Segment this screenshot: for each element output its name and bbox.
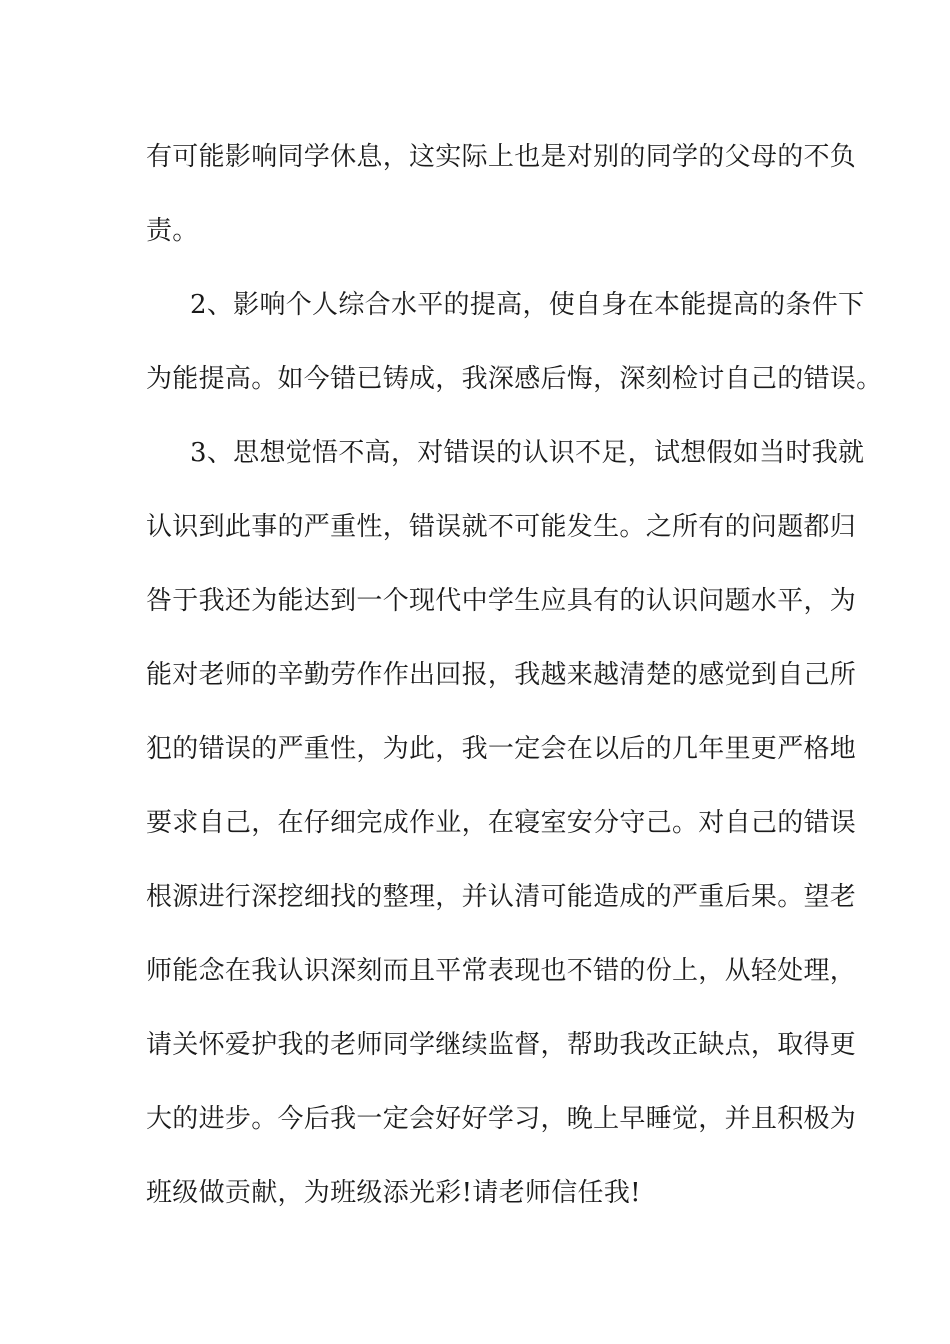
body-text-line: 2、影响个人综合水平的提高，使自身在本能提高的条件下 (190, 290, 865, 320)
body-text-line: 3、思想觉悟不高，对错误的认识不足，试想假如当时我就 (190, 438, 865, 468)
body-text-line: 为能提高。如今错已铸成，我深感后悔，深刻检讨自己的错误。 (146, 364, 883, 394)
body-text-line: 要求自己，在仔细完成作业，在寝室安分守己。对自己的错误 (146, 808, 857, 838)
body-text-line: 请关怀爱护我的老师同学继续监督，帮助我改正缺点，取得更 (146, 1030, 857, 1060)
body-text-line: 咎于我还为能达到一个现代中学生应具有的认识问题水平，为 (146, 586, 857, 616)
body-text-line: 根源进行深挖细找的整理，并认清可能造成的严重后果。望老 (146, 882, 857, 912)
body-text-line: 认识到此事的严重性，错误就不可能发生。之所有的问题都归 (146, 512, 857, 542)
body-text-line: 犯的错误的严重性，为此，我一定会在以后的几年里更严格地 (146, 734, 857, 764)
body-text-line: 班级做贡献，为班级添光彩!请老师信任我! (146, 1178, 641, 1208)
body-text-line: 有可能影响同学休息，这实际上也是对别的同学的父母的不负 (146, 142, 857, 172)
body-text-line: 责。 (146, 216, 199, 246)
body-text-line: 能对老师的辛勤劳作作出回报，我越来越清楚的感觉到自己所 (146, 660, 857, 690)
body-text-line: 师能念在我认识深刻而且平常表现也不错的份上，从轻处理， (146, 956, 857, 986)
body-text-line: 大的进步。今后我一定会好好学习，晚上早睡觉，并且积极为 (146, 1104, 857, 1134)
